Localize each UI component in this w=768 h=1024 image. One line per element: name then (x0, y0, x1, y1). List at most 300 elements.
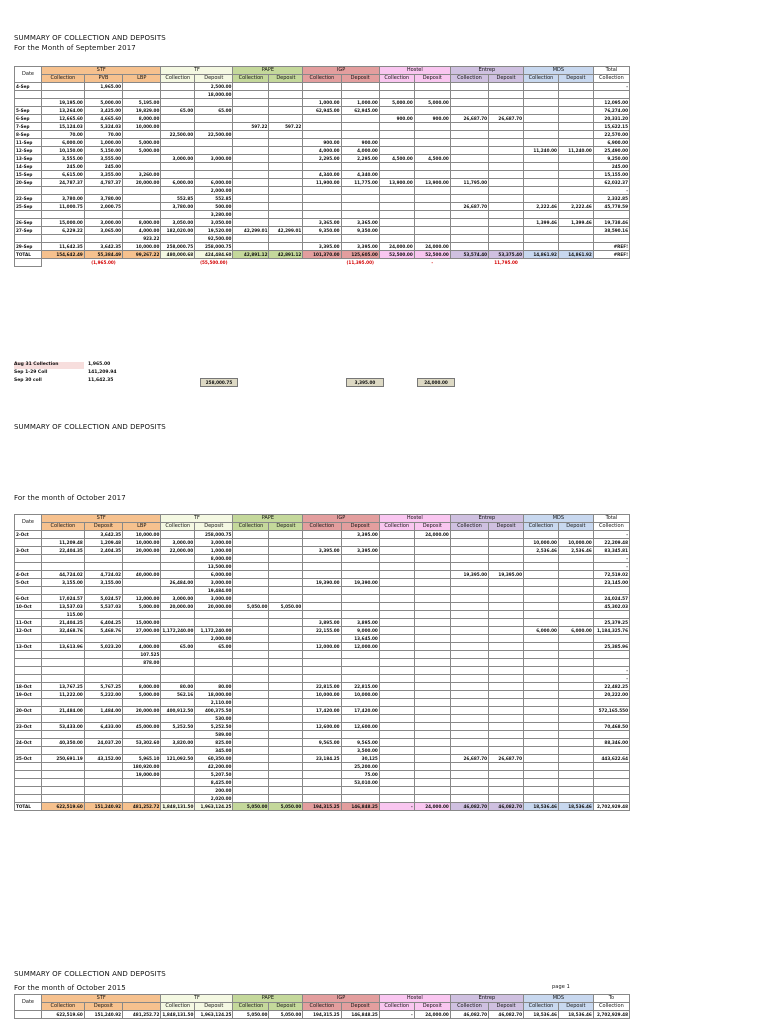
value-cell: 25,490.00 (593, 147, 629, 155)
value-cell (233, 139, 269, 147)
value-cell: 3,395.00 (341, 243, 379, 251)
value-cell (558, 195, 593, 203)
value-cell (42, 531, 85, 539)
value-cell (593, 731, 629, 739)
value-cell: 22,482.25 (593, 683, 629, 691)
value-cell: 2,110.00 (195, 699, 233, 707)
value-cell: 11,222.00 (42, 691, 85, 699)
value-cell (489, 131, 524, 139)
value-cell (489, 227, 524, 235)
value-cell (489, 99, 524, 107)
note-value: 141,209.94 (88, 370, 117, 375)
value-cell (414, 131, 450, 139)
value-cell (123, 747, 161, 755)
value-cell (341, 587, 379, 595)
value-cell: - (379, 803, 414, 811)
value-cell (233, 635, 269, 643)
value-cell (558, 755, 593, 763)
value-cell (414, 579, 450, 587)
difference-cell (269, 259, 303, 267)
value-cell (379, 603, 414, 611)
value-cell (195, 171, 233, 179)
date-cell: 26-Sep (15, 219, 42, 227)
value-cell (233, 147, 269, 155)
subheader-cell: Collection (450, 1003, 488, 1011)
value-cell (379, 547, 414, 555)
value-cell (269, 779, 303, 787)
value-cell (450, 763, 488, 771)
value-cell (414, 563, 450, 571)
value-cell (558, 635, 593, 643)
value-cell: 5,000.00 (123, 147, 161, 155)
value-cell: 22,815.00 (341, 683, 379, 691)
difference-cell (161, 259, 195, 267)
header-mds: MDS (524, 515, 594, 523)
value-cell: 6,229.22 (42, 227, 85, 235)
table-row (15, 571, 630, 579)
value-cell: 250,691.19 (42, 755, 85, 763)
value-cell: 200.00 (195, 787, 233, 795)
table-row (15, 683, 630, 691)
value-cell (379, 731, 414, 739)
value-cell (84, 651, 122, 659)
value-cell: - (593, 531, 629, 539)
value-cell: 5,324.03 (84, 123, 122, 131)
value-cell (84, 635, 122, 643)
value-cell: 42,891.12 (269, 251, 303, 259)
value-cell (269, 99, 303, 107)
value-cell: 1,000.00 (303, 99, 341, 107)
value-cell: 22,570.00 (593, 131, 629, 139)
value-cell (341, 123, 379, 131)
value-cell (379, 107, 414, 115)
value-cell: 6,000.00 (524, 627, 559, 635)
value-cell (489, 675, 524, 683)
table-row (15, 195, 630, 203)
value-cell (379, 147, 414, 155)
value-cell (303, 187, 341, 195)
value-cell (414, 731, 450, 739)
date-cell: 19-Oct (15, 691, 42, 699)
value-cell (161, 235, 195, 243)
value-cell: 3,895.00 (303, 619, 341, 627)
value-cell (379, 123, 414, 131)
date-cell: 10-Oct (15, 603, 42, 611)
value-cell: 3,155.00 (84, 579, 122, 587)
date-cell: 13-Sep (15, 155, 42, 163)
value-cell: 125,605.00 (341, 251, 379, 259)
value-cell (161, 619, 195, 627)
value-cell (524, 667, 559, 675)
s3-table (14, 994, 630, 1019)
value-cell (161, 779, 195, 787)
value-cell: 62,032.37 (593, 179, 629, 187)
value-cell (269, 243, 303, 251)
value-cell (414, 787, 450, 795)
value-cell: 19,520.00 (195, 227, 233, 235)
value-cell: 1,848,131.50 (162, 804, 194, 809)
value-cell (593, 211, 629, 219)
value-cell: 65.00 (195, 107, 233, 115)
date-cell (15, 235, 42, 243)
value-cell (233, 627, 269, 635)
value-cell: 9,565.00 (341, 739, 379, 747)
value-cell: 38,590.16 (593, 227, 629, 235)
value-cell (450, 227, 488, 235)
value-cell: 19,000.00 (123, 771, 161, 779)
value-cell (233, 651, 269, 659)
value-cell: 12,600.00 (341, 723, 379, 731)
value-cell (414, 699, 450, 707)
value-cell: 3,050.00 (195, 219, 233, 227)
value-cell (489, 659, 524, 667)
value-cell (233, 539, 269, 547)
value-cell: 5,222.00 (84, 691, 122, 699)
table-row (15, 619, 630, 627)
header-hostel: Hostel (379, 67, 450, 75)
value-cell (558, 611, 593, 619)
value-cell (414, 723, 450, 731)
value-cell (379, 83, 414, 91)
value-cell (42, 667, 85, 675)
value-cell: 25,200.00 (341, 763, 379, 771)
value-cell: 21,484.00 (42, 707, 85, 715)
value-cell: 146,848.25 (341, 803, 379, 811)
value-cell (524, 91, 559, 99)
s2-title: SUMMARY OF COLLECTION AND DEPOSITS (14, 423, 166, 431)
value-cell (524, 619, 559, 627)
value-cell: 4,500.00 (414, 155, 450, 163)
table-row (15, 123, 630, 131)
table-row (15, 235, 630, 243)
value-cell (123, 203, 161, 211)
value-cell: 20,000.00 (161, 603, 195, 611)
difference-cell: (11,395.00) (346, 260, 374, 266)
value-cell: 22,209.48 (593, 539, 629, 547)
table-row (15, 147, 630, 155)
header-stf: STF (42, 995, 161, 1003)
value-cell (269, 91, 303, 99)
value-cell: 83,345.81 (593, 547, 629, 555)
value-cell (489, 747, 524, 755)
value-cell (450, 539, 488, 547)
value-cell (269, 163, 303, 171)
value-cell: 19,390.00 (341, 579, 379, 587)
value-cell (524, 211, 559, 219)
value-cell (450, 131, 488, 139)
value-cell (450, 795, 488, 803)
value-cell (558, 787, 593, 795)
value-cell: 13,645.00 (341, 635, 379, 643)
value-cell (450, 707, 488, 715)
value-cell (524, 123, 559, 131)
value-cell (269, 707, 303, 715)
header-igp: IGP (303, 515, 380, 523)
value-cell (84, 747, 122, 755)
value-cell (524, 579, 559, 587)
table-row (15, 155, 630, 163)
value-cell: 5,000.00 (414, 99, 450, 107)
table-row (15, 243, 630, 251)
value-cell (450, 171, 488, 179)
value-cell: - (593, 563, 629, 571)
value-cell: 53,375.40 (489, 251, 524, 259)
value-cell (233, 243, 269, 251)
value-cell: 3,000.00 (195, 579, 233, 587)
table-row (15, 115, 630, 123)
value-cell (161, 747, 195, 755)
value-cell: 12,000.00 (303, 643, 341, 651)
value-cell (558, 571, 593, 579)
value-cell (489, 651, 524, 659)
note-box: 24,000.00 (417, 378, 455, 387)
value-cell: 19,484.00 (195, 587, 233, 595)
value-cell: 10,000.00 (123, 531, 161, 539)
value-cell (489, 619, 524, 627)
value-cell (489, 235, 524, 243)
table-row (15, 699, 630, 707)
value-cell (341, 595, 379, 603)
value-cell (233, 83, 269, 91)
value-cell (123, 675, 161, 683)
subheader-cell: Deposit (341, 75, 379, 83)
value-cell (341, 571, 379, 579)
value-cell (379, 611, 414, 619)
value-cell (489, 587, 524, 595)
value-cell (303, 203, 341, 211)
value-cell (269, 659, 303, 667)
value-cell (123, 787, 161, 795)
value-cell (414, 651, 450, 659)
value-cell (379, 227, 414, 235)
value-cell (123, 779, 161, 787)
value-cell: 5,767.25 (84, 683, 122, 691)
value-cell (558, 691, 593, 699)
value-cell (233, 195, 269, 203)
value-cell (233, 211, 269, 219)
value-cell: 552.85 (161, 195, 195, 203)
value-cell: 22,500.00 (161, 131, 195, 139)
date-cell: 11-Oct (15, 619, 42, 627)
value-cell (233, 91, 269, 99)
value-cell: 1,963,124.25 (195, 1011, 233, 1019)
value-cell (414, 763, 450, 771)
value-cell (593, 659, 629, 667)
value-cell (558, 91, 593, 99)
value-cell: 21,404.25 (42, 619, 85, 627)
table-row (15, 715, 630, 723)
value-cell (195, 123, 233, 131)
value-cell (233, 547, 269, 555)
value-cell: 65.00 (161, 643, 195, 651)
value-cell: 3,780.00 (42, 195, 85, 203)
value-cell: 3,425.00 (84, 107, 122, 115)
value-cell (303, 731, 341, 739)
value-cell (269, 187, 303, 195)
subheader-cell (123, 1003, 161, 1011)
value-cell (414, 539, 450, 547)
value-cell: 3,780.00 (84, 195, 122, 203)
value-cell (269, 763, 303, 771)
table-row (15, 187, 630, 195)
value-cell (269, 611, 303, 619)
value-cell (414, 195, 450, 203)
value-cell (450, 659, 488, 667)
value-cell (414, 139, 450, 147)
subheader-cell: Collection (593, 1003, 629, 1011)
table-row (15, 707, 630, 715)
subheader-cell: Deposit (489, 1003, 524, 1011)
value-cell: 24,037.20 (84, 739, 122, 747)
value-cell (558, 171, 593, 179)
value-cell (524, 643, 559, 651)
date-cell: TOTAL (15, 251, 42, 259)
value-cell (269, 219, 303, 227)
value-cell: 17,420.00 (341, 707, 379, 715)
header-igp: IGP (303, 67, 380, 75)
value-cell (524, 747, 559, 755)
value-cell (233, 171, 269, 179)
value-cell (414, 187, 450, 195)
value-cell (84, 563, 122, 571)
value-cell (524, 99, 559, 107)
value-cell (558, 243, 593, 251)
value-cell: 22,155.00 (303, 627, 341, 635)
value-cell (379, 91, 414, 99)
value-cell (42, 211, 85, 219)
value-cell: 24,024.57 (593, 595, 629, 603)
value-cell: 3,000.00 (161, 155, 195, 163)
value-cell (558, 211, 593, 219)
value-cell: 107.525 (123, 651, 161, 659)
table-row (15, 131, 630, 139)
value-cell: 1,965.00 (84, 83, 122, 91)
value-cell: 1,209.48 (84, 539, 122, 547)
value-cell (84, 731, 122, 739)
value-cell: 26,687.70 (489, 115, 524, 123)
date-cell (15, 99, 42, 107)
value-cell (84, 611, 122, 619)
value-cell (303, 235, 341, 243)
table-row (15, 595, 630, 603)
value-cell (524, 155, 559, 163)
value-cell (558, 139, 593, 147)
value-cell: 3,555.00 (84, 155, 122, 163)
subheader-cell: Collection (524, 523, 559, 531)
value-cell (524, 595, 559, 603)
value-cell (233, 643, 269, 651)
table-row (15, 539, 630, 547)
header-tf: TF (161, 67, 233, 75)
value-cell (195, 163, 233, 171)
subheader-cell: Collection (379, 1003, 414, 1011)
subheader-cell: Collection (161, 75, 195, 83)
value-cell: 1,172,240.00 (162, 628, 194, 633)
value-cell (123, 667, 161, 675)
s2-table (14, 514, 630, 811)
value-cell (341, 539, 379, 547)
value-cell (414, 771, 450, 779)
value-cell: 1,484.00 (84, 707, 122, 715)
value-cell (123, 699, 161, 707)
value-cell (489, 219, 524, 227)
value-cell: 70.00 (42, 131, 85, 139)
table-row (15, 675, 630, 683)
value-cell (195, 619, 233, 627)
value-cell (593, 699, 629, 707)
value-cell (161, 91, 195, 99)
value-cell (303, 531, 341, 539)
value-cell (489, 555, 524, 563)
note-box: 258,000.75 (200, 378, 238, 387)
value-cell (42, 555, 85, 563)
s3-subtitle: For the month of October 2015 (14, 984, 126, 992)
value-cell: 42,299.01 (233, 227, 269, 235)
value-cell (341, 787, 379, 795)
value-cell (450, 579, 488, 587)
value-cell: 13,613.96 (42, 643, 85, 651)
value-cell (524, 715, 559, 723)
value-cell (450, 235, 488, 243)
value-cell: 30,125 (341, 755, 379, 763)
value-cell (42, 587, 85, 595)
difference-cell: - (431, 260, 434, 266)
subheader-cell: Deposit (195, 75, 233, 83)
table-row (15, 91, 630, 99)
value-cell (489, 643, 524, 651)
value-cell (558, 187, 593, 195)
value-cell (341, 699, 379, 707)
value-cell: 46,082.70 (489, 803, 524, 811)
table-row (15, 755, 630, 763)
value-cell (341, 211, 379, 219)
value-cell (303, 539, 341, 547)
value-cell (233, 787, 269, 795)
value-cell (489, 195, 524, 203)
value-cell: 1,848,131.50 (162, 1012, 194, 1017)
table-row (15, 611, 630, 619)
value-cell (42, 563, 85, 571)
value-cell (593, 611, 629, 619)
value-cell: 9,350.00 (341, 227, 379, 235)
value-cell (524, 115, 559, 123)
value-cell (233, 203, 269, 211)
value-cell: 3,260.00 (123, 171, 161, 179)
value-cell: 3,642.35 (84, 531, 122, 539)
value-cell (269, 587, 303, 595)
date-cell: 4-Sep (15, 83, 42, 91)
date-cell (15, 667, 42, 675)
value-cell (450, 587, 488, 595)
value-cell: 6,000.00 (558, 627, 593, 635)
value-cell (233, 579, 269, 587)
value-cell (161, 187, 195, 195)
date-cell: 11-Sep (15, 139, 42, 147)
value-cell (269, 83, 303, 91)
value-cell: 22,815.00 (303, 683, 341, 691)
value-cell: 10,000.00 (123, 123, 161, 131)
value-cell: 572,165.550 (593, 707, 629, 715)
value-cell (593, 635, 629, 643)
difference-cell (593, 259, 629, 267)
date-cell (15, 611, 42, 619)
header-stf: STF (42, 67, 161, 75)
value-cell (524, 635, 559, 643)
value-cell (524, 675, 559, 683)
header-stf: STF (42, 515, 161, 523)
value-cell (42, 699, 85, 707)
value-cell: 622,519.60 (42, 803, 85, 811)
